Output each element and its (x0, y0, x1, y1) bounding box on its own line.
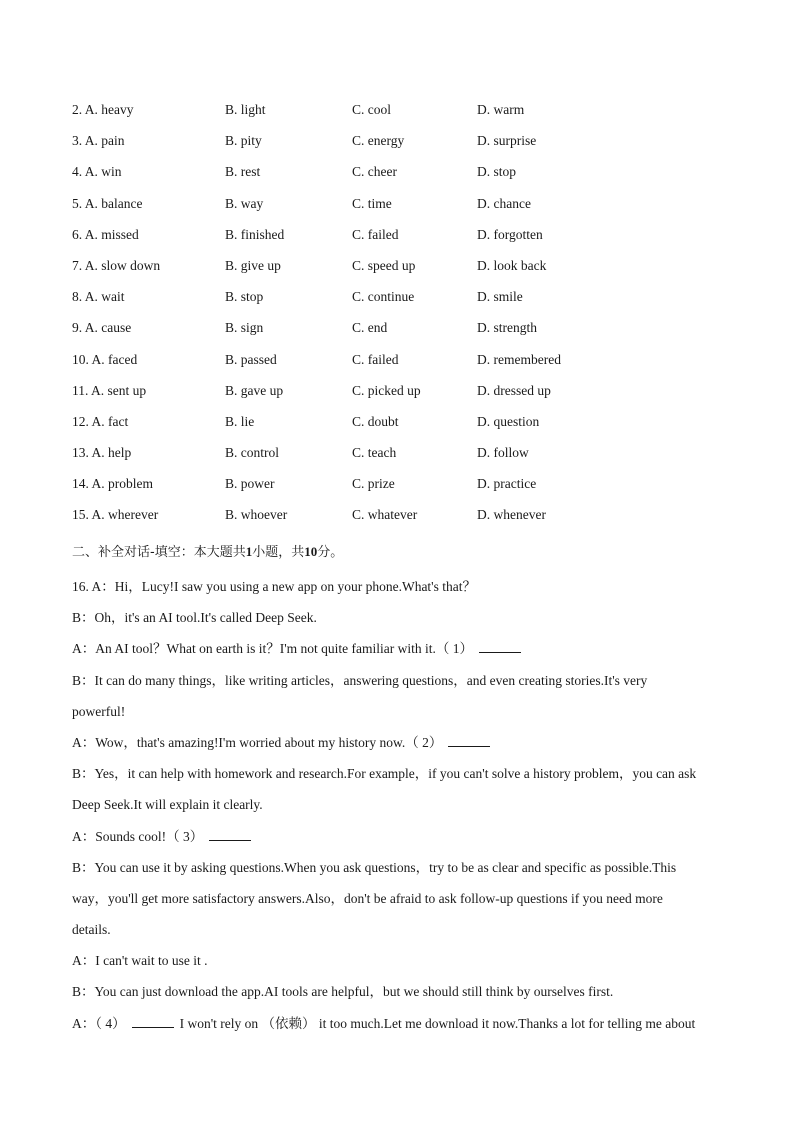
dialogue-text: B：You can just download the app.AI tools are helpful，but we should still think by ourselves first. (72, 984, 614, 1000)
choice-option-d: D. stop (477, 164, 517, 180)
multiple-choice-options (72, 102, 752, 539)
choice-option-a: 11. A. sent up (72, 382, 147, 398)
answer-blank[interactable] (132, 1016, 174, 1028)
choice-row (72, 414, 752, 445)
choice-option-d: D. smile (477, 289, 523, 305)
section-points: 10 (304, 544, 318, 559)
choice-option-a: 9. A. cause (72, 320, 132, 336)
dialogue-line (72, 883, 724, 914)
dialogue-text: way，you'll get more satisfactory answers.Also，don't be afraid to ask follow-up questions if you need more (72, 890, 663, 906)
choice-option-b: B. passed (225, 351, 277, 367)
choice-option-c: C. picked up (352, 382, 421, 398)
choice-option-a: 8. A. wait (72, 289, 125, 305)
choice-option-b: B. gave up (225, 382, 284, 398)
choice-option-d: D. chance (477, 195, 531, 211)
dialogue-text: powerful! (72, 703, 126, 719)
choice-option-c: C. cheer (352, 164, 397, 180)
answer-blank[interactable] (479, 641, 521, 653)
choice-option-c: C. prize (352, 476, 395, 492)
dialogue-line (72, 633, 724, 664)
dialogue-text: A：Wow，that's amazing!I'm worried about my history now.（ 2） (72, 734, 443, 750)
choice-row (72, 196, 752, 227)
choice-option-b: B. stop (225, 289, 264, 305)
choice-option-d: D. surprise (477, 133, 537, 149)
choice-option-a: 3. A. pain (72, 133, 125, 149)
choice-option-a: 12. A. fact (72, 413, 129, 429)
dialogue-line (72, 976, 724, 1007)
dialogue-text: Deep Seek.It will explain it clearly. (72, 797, 263, 813)
dialogue-text: B：Yes，it can help with homework and research.For example，if you can't solve a history problem，you can ask (72, 766, 697, 782)
dialogue-line (72, 914, 724, 945)
dialogue-text: I won't rely on （依赖） it too much.Let me download it now.Thanks a lot for telling me about (179, 1015, 696, 1031)
choice-row (72, 445, 752, 476)
choice-option-a: 4. A. win (72, 164, 122, 180)
choice-option-b: B. pity (225, 133, 262, 149)
dialogue-line (72, 821, 724, 852)
section-heading-suffix: 分。 (317, 545, 344, 560)
dialogue-line (72, 1008, 724, 1039)
dialogue-text: B：It can do many things，like writing articles，answering questions，and even creating stories.It's very (72, 672, 648, 688)
dialogue-line (72, 789, 724, 820)
choice-option-c: C. cool (352, 102, 391, 117)
choice-option-b: B. lie (225, 413, 255, 429)
dialogue-line (72, 696, 724, 727)
choice-option-a: 10. A. faced (72, 351, 138, 367)
choice-row (72, 258, 752, 289)
choice-row (72, 476, 752, 507)
choice-option-a: 5. A. balance (72, 195, 143, 211)
choice-option-b: B. give up (225, 257, 281, 273)
choice-option-c: C. end (352, 320, 388, 336)
choice-option-d: D. look back (477, 257, 547, 273)
choice-option-d: D. follow (477, 445, 529, 461)
choice-option-d: D. whenever (477, 507, 546, 523)
dialogue-text: A：Sounds cool!（ 3） (72, 828, 204, 844)
choice-option-c: C. speed up (352, 257, 416, 273)
dialogue-text: A：（ 4） (72, 1015, 126, 1031)
choice-option-d: D. question (477, 413, 540, 429)
answer-blank[interactable] (448, 735, 490, 747)
choice-option-a: 13. A. help (72, 445, 132, 461)
choice-option-a: 6. A. missed (72, 226, 139, 242)
dialogue-line (72, 571, 724, 602)
section-heading-middle: 小题，共 (252, 545, 305, 560)
dialogue-line (72, 945, 724, 976)
choice-row (72, 352, 752, 383)
choice-option-c: C. time (352, 195, 392, 211)
choice-option-c: C. energy (352, 133, 405, 149)
choice-option-c: C. whatever (352, 507, 418, 523)
question-count: 1 (245, 544, 253, 559)
choice-option-d: D. remembered (477, 351, 561, 367)
choice-option-a: 2. A. heavy (72, 102, 134, 117)
dialogue-line (72, 665, 724, 696)
choice-option-b: B. rest (225, 164, 261, 180)
choice-row (72, 133, 752, 164)
dialogue-line (72, 852, 724, 883)
choice-option-b: B. control (225, 445, 279, 461)
choice-option-b: B. whoever (225, 507, 288, 523)
choice-option-c: C. doubt (352, 413, 399, 429)
choice-option-a: 14. A. problem (72, 476, 153, 492)
choice-option-b: B. light (225, 102, 266, 117)
dialogue-line (72, 727, 724, 758)
choice-row (72, 383, 752, 414)
dialogue-text: B：You can use it by asking questions.When you ask questions，try to be as clear and specific as possible.This (72, 859, 677, 875)
dialogue-text: details. (72, 922, 111, 938)
choice-option-d: D. warm (477, 102, 525, 117)
choice-row (72, 102, 752, 133)
choice-option-a: 7. A. slow down (72, 257, 161, 273)
choice-option-d: D. forgotten (477, 226, 543, 242)
choice-row (72, 227, 752, 258)
choice-option-b: B. finished (225, 226, 285, 242)
choice-option-c: C. continue (352, 289, 415, 305)
dialogue-text: B：Oh，it's an AI tool.It's called Deep Seek. (72, 610, 317, 626)
dialogue-text: 16. A：Hi，Lucy!I saw you using a new app on your phone.What's that？ (72, 579, 476, 594)
section-heading (72, 541, 343, 560)
choice-option-c: C. failed (352, 351, 399, 367)
choice-row (72, 289, 752, 320)
choice-option-c: C. failed (352, 226, 399, 242)
choice-option-d: D. dressed up (477, 382, 551, 398)
dialogue-text: A：An AI tool？What on earth is it？I'm not quite familiar with it.（ 1） (72, 641, 473, 657)
choice-option-b: B. power (225, 476, 275, 492)
section-heading-prefix: 二、补全对话-填空：本大题共 (72, 545, 246, 560)
choice-row (72, 507, 752, 538)
choice-option-b: B. sign (225, 320, 264, 336)
choice-option-a: 15. A. wherever (72, 507, 159, 523)
choice-option-b: B. way (225, 195, 264, 211)
choice-option-c: C. teach (352, 445, 397, 461)
choice-row (72, 320, 752, 351)
choice-option-d: D. practice (477, 476, 537, 492)
choice-row (72, 164, 752, 195)
dialogue-line (72, 602, 724, 633)
dialogue-passage (72, 571, 724, 1039)
dialogue-line (72, 758, 724, 789)
dialogue-text: A：I can't wait to use it . (72, 953, 208, 969)
choice-option-d: D. strength (477, 320, 537, 336)
answer-blank[interactable] (209, 829, 251, 841)
